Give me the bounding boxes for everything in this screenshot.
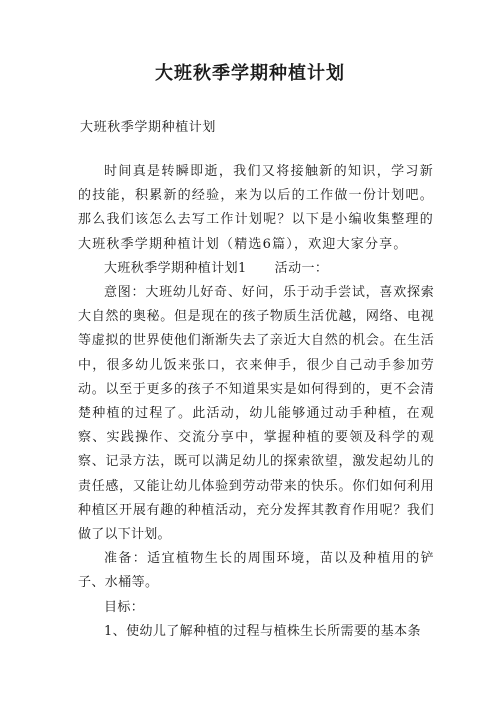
intro-paragraph: 时间真是转瞬即逝，我们又将接触新的知识，学习新的技能，积累新的经验，来为以后的工作做一份计划吧。那么我们该怎么去写工作计划呢？以下是小编收集整理的大班秋季学期种植计划（精选6篇），欢迎大家分享。	[78, 164, 434, 252]
section-heading-label: 大班秋季学期种植计划1	[104, 260, 247, 276]
intent-paragraph: 意图：大班幼儿好奇、好问，乐于动手尝试，喜欢探索大自然的奥秘。但是现在的孩子物质生活优越，网络、电视等虚拟的世界使他们渐渐失去了亲近大自然的机会。在生活中，很多幼儿饭来张口，衣来伸手，很少自己动手参加劳动。以至于更多的孩子不知道果实是如何得到的，更不会清楚种植的过程了。此活动，幼儿能够通过动手种植，在观察、实践操作、交流分享中，掌握种植的要领及科学的观察、记录方法，既可以满足幼儿的探索欲望，激发起幼儿的责任感，又能让幼儿体验到劳动带来的快乐。你们如何利用种植区开展有趣的种植活动，充分发挥其教育作用呢？我们做了以下计划。	[78, 285, 434, 543]
preparation-paragraph: 准备：适宜植物生长的周围环境，苗以及种植用的铲子、水桶等。	[78, 551, 434, 591]
document-body	[78, 160, 434, 644]
document-title: 大班秋季学期种植计划	[155, 63, 345, 84]
section-heading	[78, 257, 434, 281]
goals-heading: 目标：	[104, 599, 145, 615]
section-heading-activity: 活动一：	[274, 260, 329, 276]
goal-item-1: 1、使幼儿了解种植的过程与植株生长所需要的基本条	[104, 623, 421, 639]
document-subtitle: 大班秋季学期种植计划	[80, 120, 217, 135]
